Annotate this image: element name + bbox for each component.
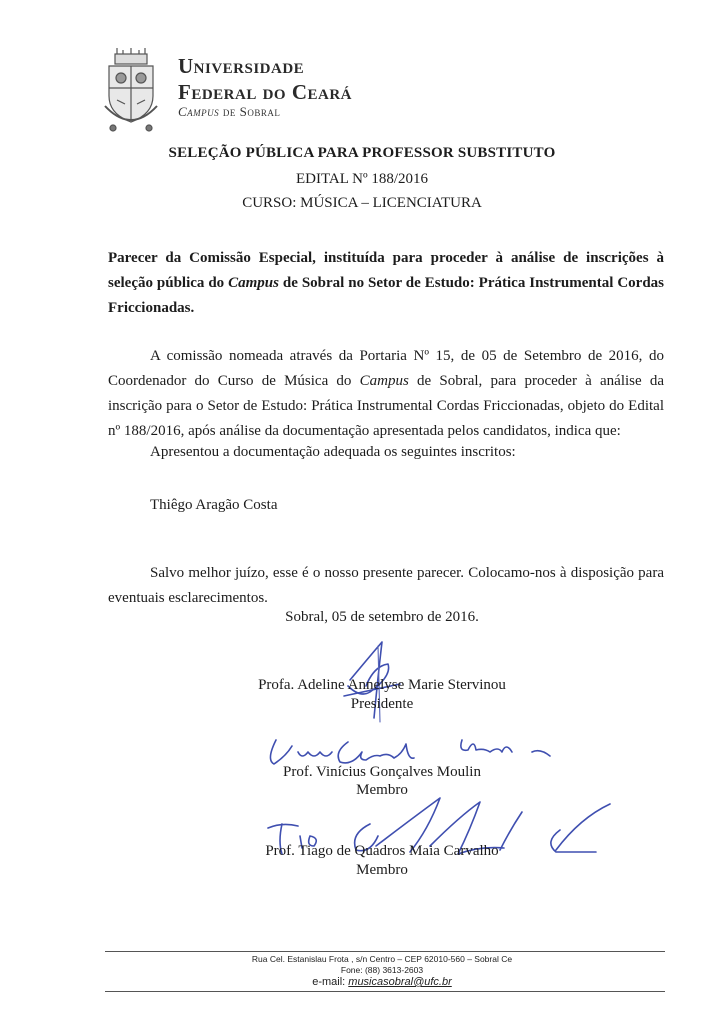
signature-member-1 xyxy=(262,730,572,790)
footer-email-label: e-mail: xyxy=(312,976,349,988)
document-date: Sobral, 05 de setembro de 2016. xyxy=(285,609,479,625)
footer-email-link[interactable]: musicasobral@ufc.br xyxy=(348,976,452,988)
footer-phone: Fone: (88) 3613-2603 xyxy=(340,965,424,975)
footer-divider-bottom xyxy=(105,991,665,992)
signatory-3-name: Prof. Tiago de Quadros Maia Carvalho xyxy=(265,843,499,859)
campus-word: Campus xyxy=(178,104,220,119)
university-name-text-2: Federal do Ceará xyxy=(178,80,353,104)
university-name-line2 xyxy=(178,80,352,104)
selection-title: SELEÇÃO PÚBLICA PARA PROFESSOR SUBSTITUTO xyxy=(168,145,556,161)
parecer-paragraph xyxy=(108,246,664,321)
university-crest xyxy=(103,48,159,132)
campus-rest: de Sobral xyxy=(219,104,281,119)
parecer-text-1: Parecer da Comissão Especial, instituída para proceder à análise de inscrições à seleção pública do xyxy=(108,250,664,291)
commission-text-1: A comissão nomeada através da Portaria Nº 15, de 05 de Setembro de 2016, do Coordenador do Curso de Música do xyxy=(108,348,664,389)
university-name-line1 xyxy=(178,54,304,78)
parecer-text-2: de Sobral no Setor de Estudo: Prática Instrumental Cordas Friccionadas. xyxy=(108,275,664,316)
footer-email-line xyxy=(0,976,724,988)
signatory-1-role: Presidente xyxy=(350,696,414,712)
applicants-intro: Apresentou a documentação adequada os seguintes inscritos: xyxy=(150,444,516,460)
edital-number: EDITAL Nº 188/2016 xyxy=(295,171,429,187)
commission-paragraph xyxy=(108,344,664,444)
footer-divider-top xyxy=(105,951,665,952)
applicant-name: Thiêgo Aragão Costa xyxy=(150,497,278,513)
parecer-campus-word: Campus xyxy=(228,275,279,291)
footer-address: Rua Cel. Estanislau Frota , s/n Centro – CEP 62010-560 – Sobral Ce xyxy=(251,954,513,964)
signatory-1-name: Profa. Adeline Annelyse Marie Stervinou xyxy=(258,677,506,693)
closing-paragraph xyxy=(108,561,664,611)
signatory-2-name: Prof. Vinícius Gonçalves Moulin xyxy=(283,764,481,780)
commission-campus-word: Campus xyxy=(359,373,409,389)
closing-text: Salvo melhor juízo, esse é o nosso presente parecer. Colocamo-nos à disposição para eventuais esclarecimentos. xyxy=(108,565,664,606)
signatory-2-role: Membro xyxy=(356,782,408,798)
university-name-text-1: Universidade xyxy=(178,54,305,78)
signatory-3-role: Membro xyxy=(356,862,408,878)
campus-line xyxy=(178,104,280,120)
commission-text-2: de Sobral, para proceder à análise da inscrição para o Setor de Estudo: Prática Instrumental Cordas Friccionadas, objeto do Edital nº 188/2016, após análise da documentação apresentada pelos candidatos, indica que: xyxy=(108,373,664,439)
course-name: CURSO: MÚSICA – LICENCIATURA xyxy=(242,195,482,211)
